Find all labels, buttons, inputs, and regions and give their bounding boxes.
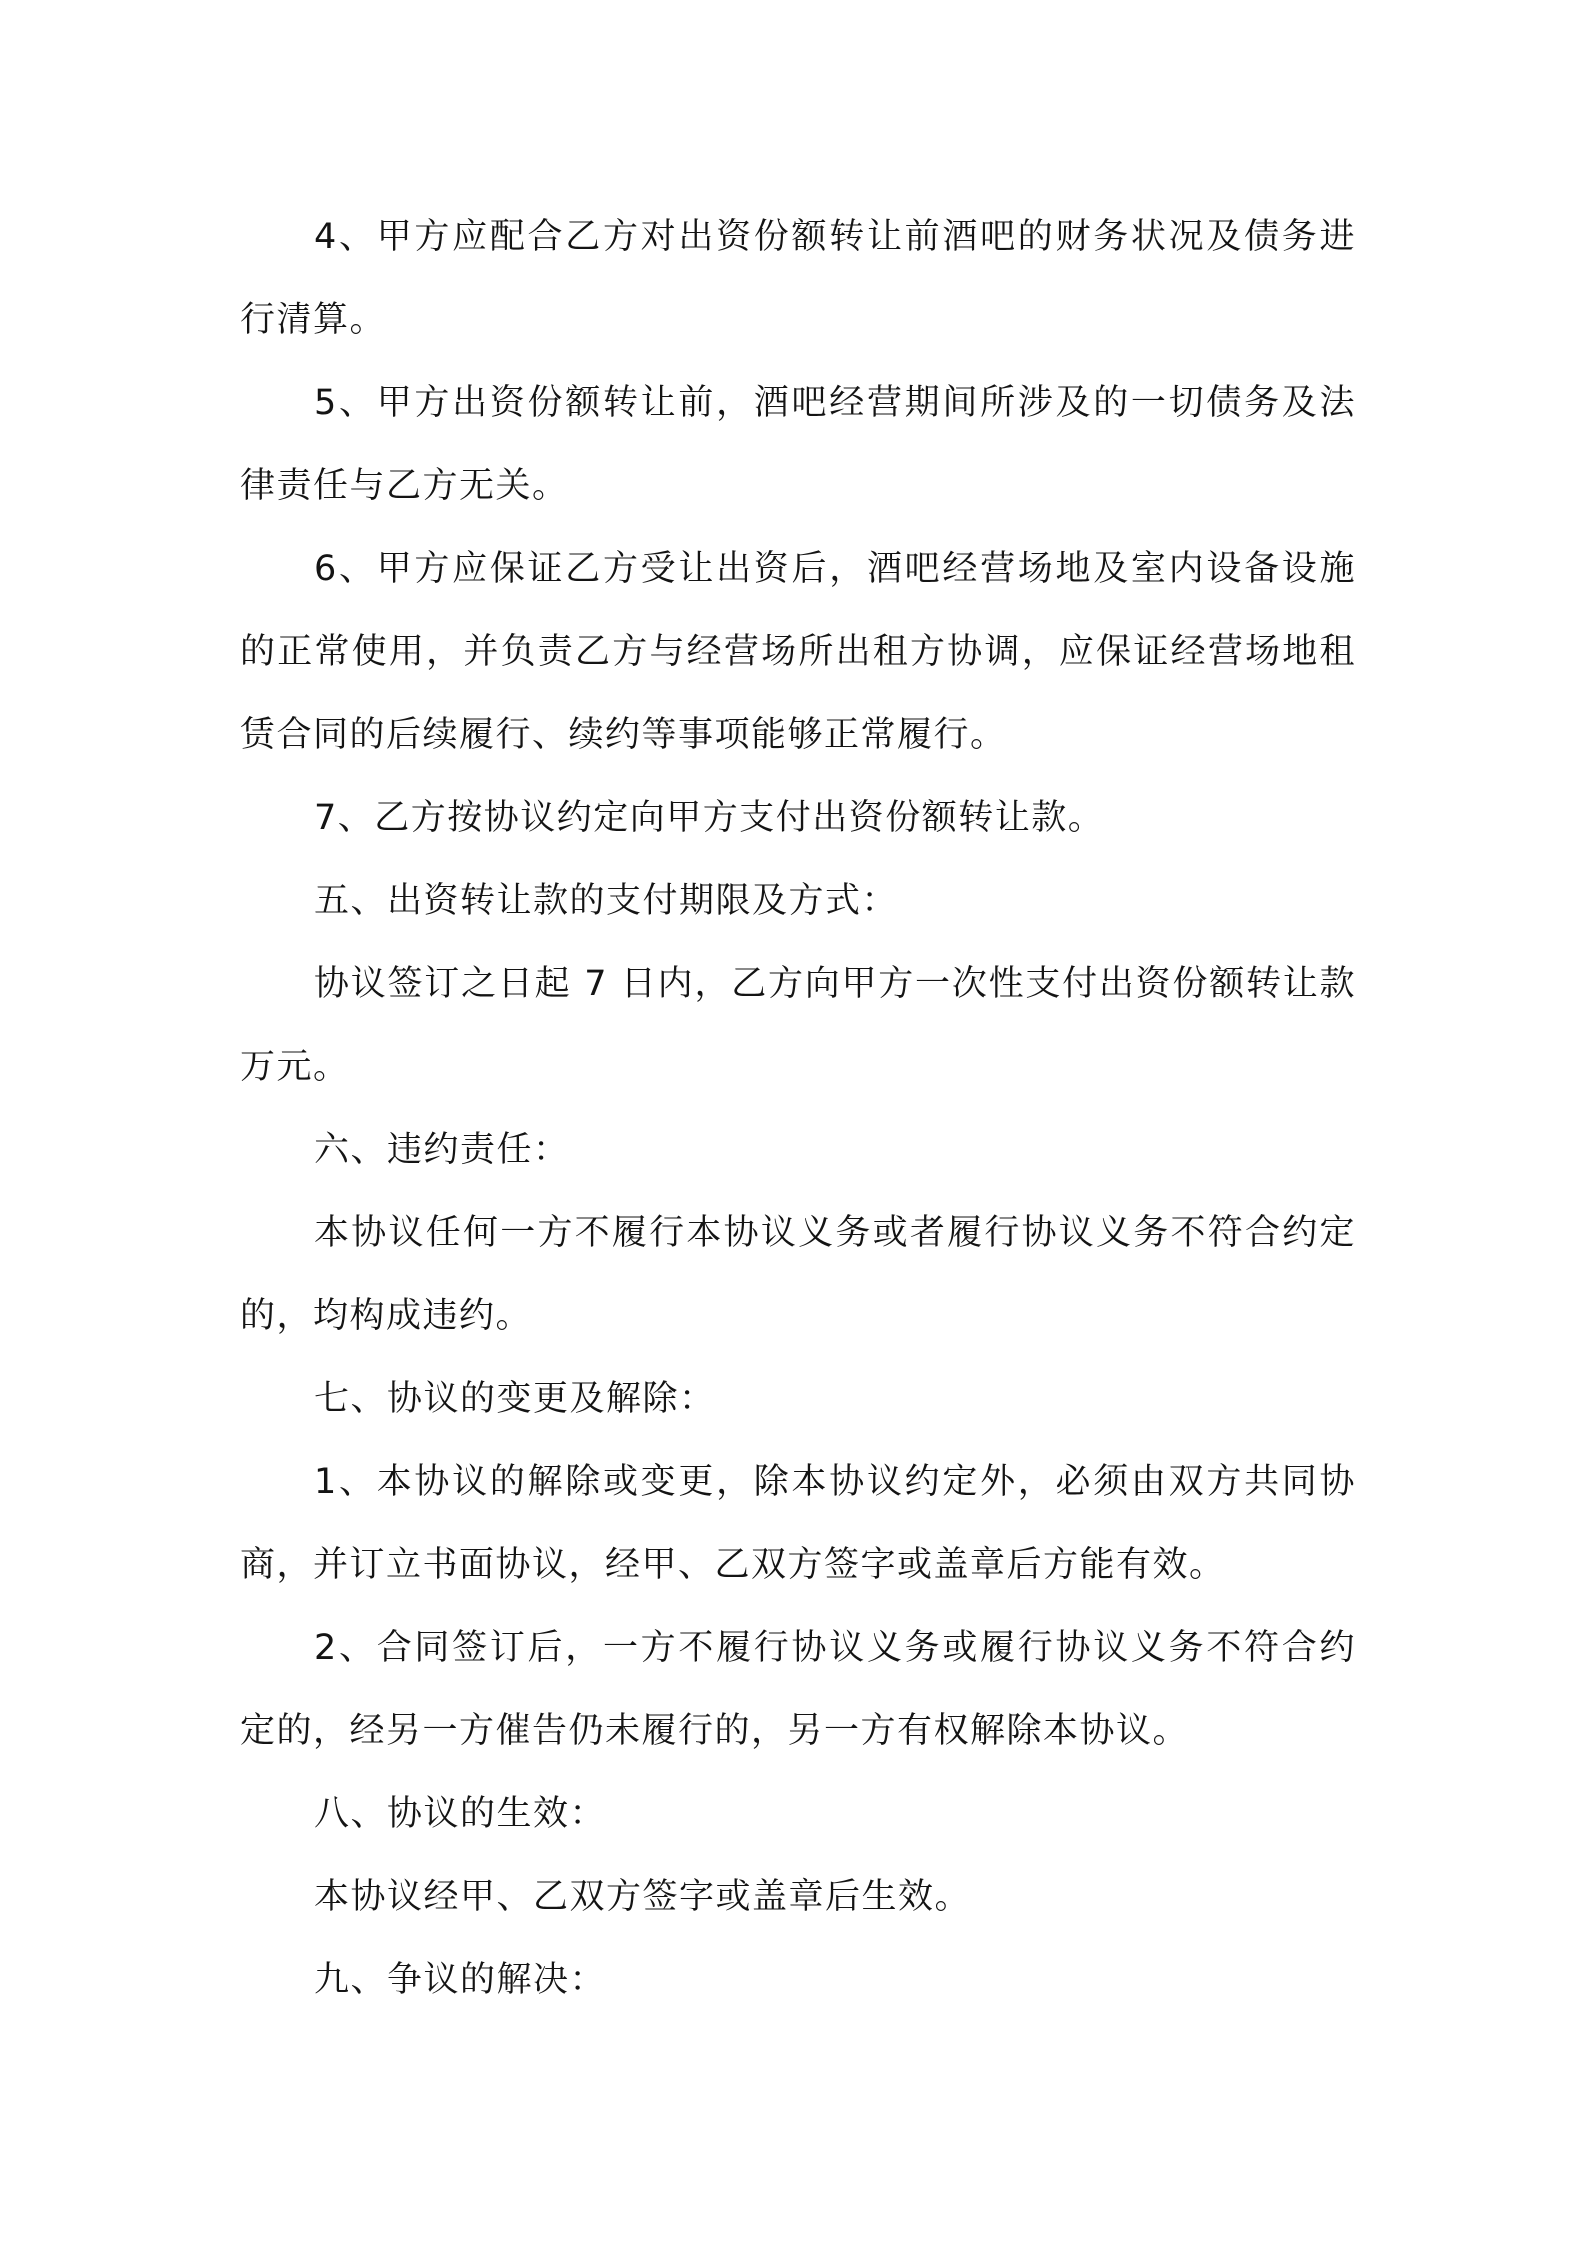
section-7-heading: 七、协议的变更及解除： — [314, 1379, 716, 1419]
clause-7: 7、乙方按协议约定向甲方支付出资份额转让款。 — [314, 798, 1105, 838]
section-7-clause-2: 2、合同签订后，一方不履行协议义务或履行协议义务不符合约定的，经另一方催告仍未履行的，另一方有权解除本协议。 — [240, 1628, 1356, 1751]
section-9-heading: 九、争议的解决： — [314, 1960, 607, 2000]
section-6-heading: 六、违约责任： — [314, 1130, 570, 1170]
section-5-body: 协议签订之日起 7 日内，乙方向甲方一次性支付出资份额转让款万元。 — [240, 964, 1356, 1087]
document-body — [240, 196, 1356, 2022]
clause-4: 4、甲方应配合乙方对出资份额转让前酒吧的财务状况及债务进行清算。 — [240, 217, 1356, 340]
section-6-body: 本协议任何一方不履行本协议义务或者履行协议义务不符合约定的，均构成违约。 — [240, 1213, 1356, 1336]
section-8-heading: 八、协议的生效： — [314, 1794, 607, 1834]
section-8-body: 本协议经甲、乙双方签字或盖章后生效。 — [314, 1877, 972, 1917]
clause-6: 6、甲方应保证乙方受让出资后，酒吧经营场地及室内设备设施的正常使用，并负责乙方与经营场所出租方协调，应保证经营场地租赁合同的后续履行、续约等事项能够正常履行。 — [240, 549, 1356, 755]
section-5-heading: 五、出资转让款的支付期限及方式： — [314, 881, 899, 921]
clause-5: 5、甲方出资份额转让前，酒吧经营期间所涉及的一切债务及法律责任与乙方无关。 — [240, 383, 1356, 506]
section-7-clause-1: 1、本协议的解除或变更，除本协议约定外，必须由双方共同协商，并订立书面协议，经甲、乙双方签字或盖章后方能有效。 — [240, 1462, 1356, 1585]
